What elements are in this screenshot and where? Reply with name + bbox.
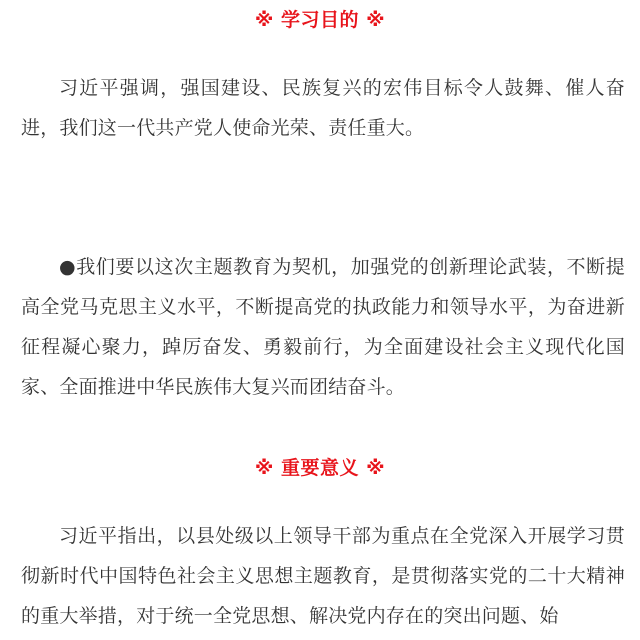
paragraph-purpose-intro: 习近平强调，强国建设、民族复兴的宏伟目标令人鼓舞、催人奋进，我们这一代共产党人使命光荣、责任重大。 — [21, 77, 625, 139]
paragraph-significance: 习近平指出，以县处级以上领导干部为重点在全党深入开展学习贯彻新时代中国特色社会主义思想主题教育，是贯彻落实党的二十大精神的重大举措，对于统一全党思想、解决党内存在的突出问题、始 — [21, 525, 625, 627]
paragraph-purpose-bullet: ●我们要以这次主题教育为契机，加强党的创新理论武装，不断提高全党马克思主义水平，不断提高党的执政能力和领导水平，为奋进新征程凝心聚力，踔厉奋发、勇毅前行，为全面建设社会主义现代化国家、全面推进中华民族伟大复兴而团结奋斗。 — [21, 256, 625, 398]
section-heading-significance: ※ 重要意义 ※ — [254, 457, 386, 479]
section-heading-purpose: ※ 学习目的 ※ — [254, 9, 386, 31]
